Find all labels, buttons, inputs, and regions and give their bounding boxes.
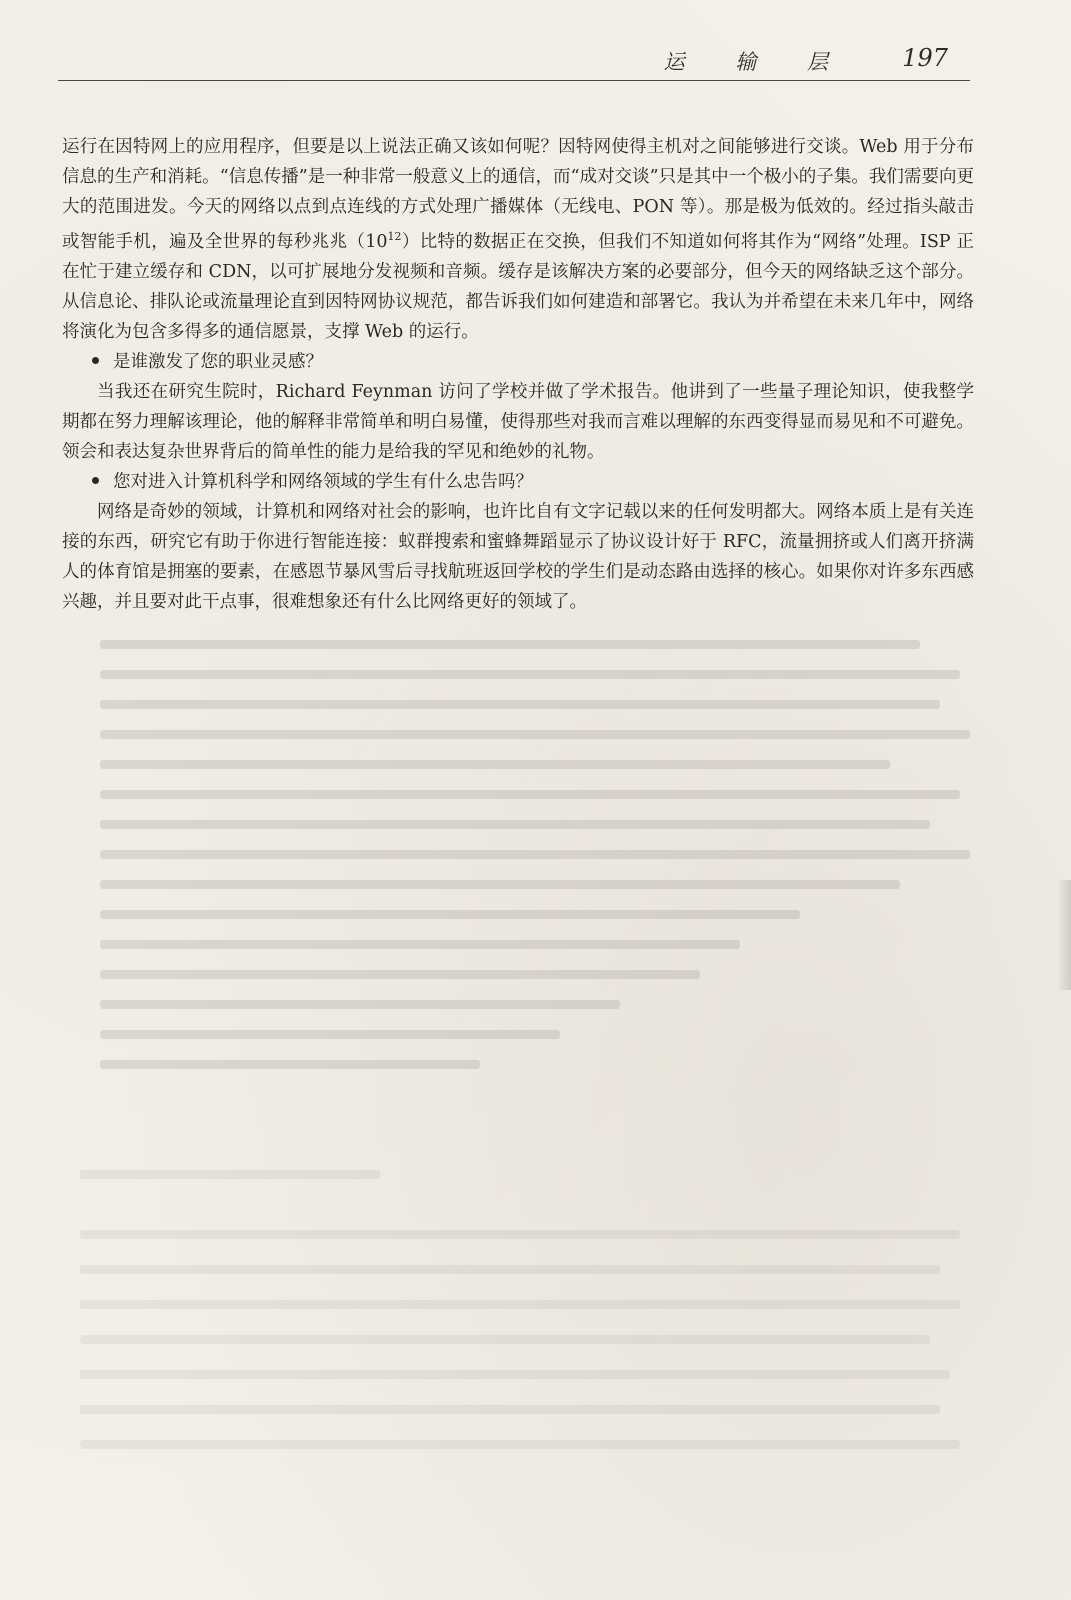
show-through-text — [100, 640, 980, 1100]
section-title: 运 输 层 — [663, 50, 850, 74]
paragraph-1-text: 运行在因特网上的应用程序，但要是以上说法正确又该如何呢？因特网使得主机对之间能够进行交谈。Web 用于分布信息的生产和消耗。“信息传播”是一种非常一般意义上的通信，而“成对交谈”只是其中一个极小的子集。我们需要向更大的范围进发。今天的网络以点到点连线的方式处理广播媒体（无线电、PON 等）。那是极为低效的。经过指头敲击或智能手机，遍及全世界的每秒兆兆（10 — [62, 137, 974, 252]
paragraph-1-continued: ）比特的数据正在交换，但我们不知道如何将其作为“网络”处理。ISP 正在忙于建立缓存和 CDN，以可扩展地分发视频和音频。缓存是该解决方案的必要部分，但今天的网络缺乏这个部分。从信息论、排队论或流量理论直到因特网协议规范，都告诉我们如何建造和部署它。我认为并希望在未来几年中，网络将演化为包含多得多的通信愿景，支撑 Web 的运行。 — [62, 231, 974, 342]
page-number: 197 — [902, 44, 948, 72]
answer-1: 当我还在研究生院时，Richard Feynman 访问了学校并做了学术报告。他讲到了一些量子理论知识，使我整学期都在努力理解该理论，他的解释非常简单和明白易懂，使得那些对我而言难以理解的东西变得显而易见和不可避免。领会和表达复杂世界背后的简单性的能力是给我的罕见和绝妙的礼物。 — [62, 381, 974, 462]
running-header — [58, 44, 970, 81]
body-text — [62, 132, 974, 617]
question-1 — [62, 347, 974, 377]
bullet-icon — [92, 357, 99, 364]
bullet-icon — [92, 477, 99, 484]
show-through-text-lower — [80, 1170, 980, 1470]
superscript-exponent: 12 — [387, 230, 402, 243]
answer-2: 网络是奇妙的领域，计算机和网络对社会的影响，也许比自有文字记载以来的任何发明都大。网络本质上是有关连接的东西，研究它有助于你进行智能连接：蚁群搜索和蜜蜂舞蹈显示了协议设计好于 RFC，流量拥挤或人们离开挤满人的体育馆是拥塞的要素，在感恩节暴风雪后寻找航班返回学校的学生们是动态路由选择的核心。如果你对许多东西感兴趣，并且要对此干点事，很难想象还有什么比网络更好的领域了。 — [62, 501, 974, 612]
question-1-text: 是谁激发了您的职业灵感？ — [113, 351, 323, 372]
question-2-text: 您对进入计算机科学和网络领域的学生有什么忠告吗？ — [113, 471, 533, 492]
edge-shadow — [1057, 880, 1071, 990]
question-2 — [62, 467, 974, 497]
paragraph-1 — [62, 132, 974, 347]
